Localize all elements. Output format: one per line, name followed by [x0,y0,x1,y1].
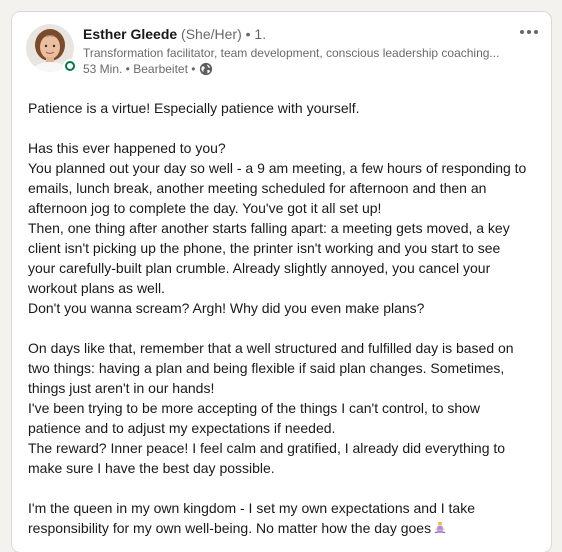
blank-line [28,318,538,338]
author-headline: Transformation facilitator, team development, conscious leadership coaching... [83,46,500,60]
post-line: things just aren't in our hands! [28,380,215,396]
post-line: I'm the queen in my own kingdom - I set my own expectations and I take [28,500,476,516]
post-text [28,98,538,538]
post-line: patience and to adjust my expectations if needed. [28,420,336,436]
post-line: emails, lunch break, another meeting scheduled for afternoon and then an [28,180,487,196]
globe-icon [199,62,213,76]
post-line: your carefully-built plan crumble. Already slightly annoyed, you cancel your [28,260,491,276]
post-line: responsibility for my own well-being. No matter how the day goes [28,520,432,536]
post-line: make sure I have the best day possible. [28,460,275,476]
author-pronouns: (She/Her) [181,26,242,42]
connection-degree: • 1. [245,26,267,42]
post-line: Don't you wanna scream? Argh! Why did you even make plans? [28,300,425,316]
more-horizontal-icon-dot [534,30,538,34]
more-horizontal-icon [520,30,524,34]
post-line: two things: having a plan and being flexible if said plan changes. Sometimes, [28,360,505,376]
more-horizontal-icon-dot [527,30,531,34]
post-line: You planned out your day so well - a 9 am meeting, a few hours of responding to [28,160,527,176]
blank-line [28,478,538,498]
author-name-line [83,25,503,43]
blank-line [28,118,538,138]
post-line-last [28,518,538,538]
post-line: Patience is a virtue! Especially patience with yourself. [28,100,360,116]
author-meta [83,25,503,77]
author-avatar-link[interactable] [26,24,74,72]
post-line: afternoon jog to complete the day. You've got it all set up! [28,200,382,216]
post-line: The reward? Inner peace! I feel calm and gratified, I already did everything to [28,440,506,456]
post-header [12,12,551,84]
post-line: Then, one thing after another starts falling apart: a meeting gets moved, a key [28,220,510,236]
online-presence-indicator [63,59,77,73]
post-line: I've been trying to be more accepting of the things I can't control, to show [28,400,481,416]
post-timestamp-line [83,61,503,77]
post-timestamp: 53 Min. • Bearbeitet • [83,62,196,76]
post-line: workout plans as well. [28,280,165,296]
post-line: On days like that, remember that a well structured and fulfilled day is based on [28,340,514,356]
post-options-button[interactable] [513,20,545,44]
feed-post-card [12,12,551,552]
post-line: Has this ever happened to you? [28,140,226,156]
author-name[interactable]: Esther Gleede [83,26,178,42]
post-line: client isn't picking up the phone, the printer isn't working and you start to see [28,240,501,256]
